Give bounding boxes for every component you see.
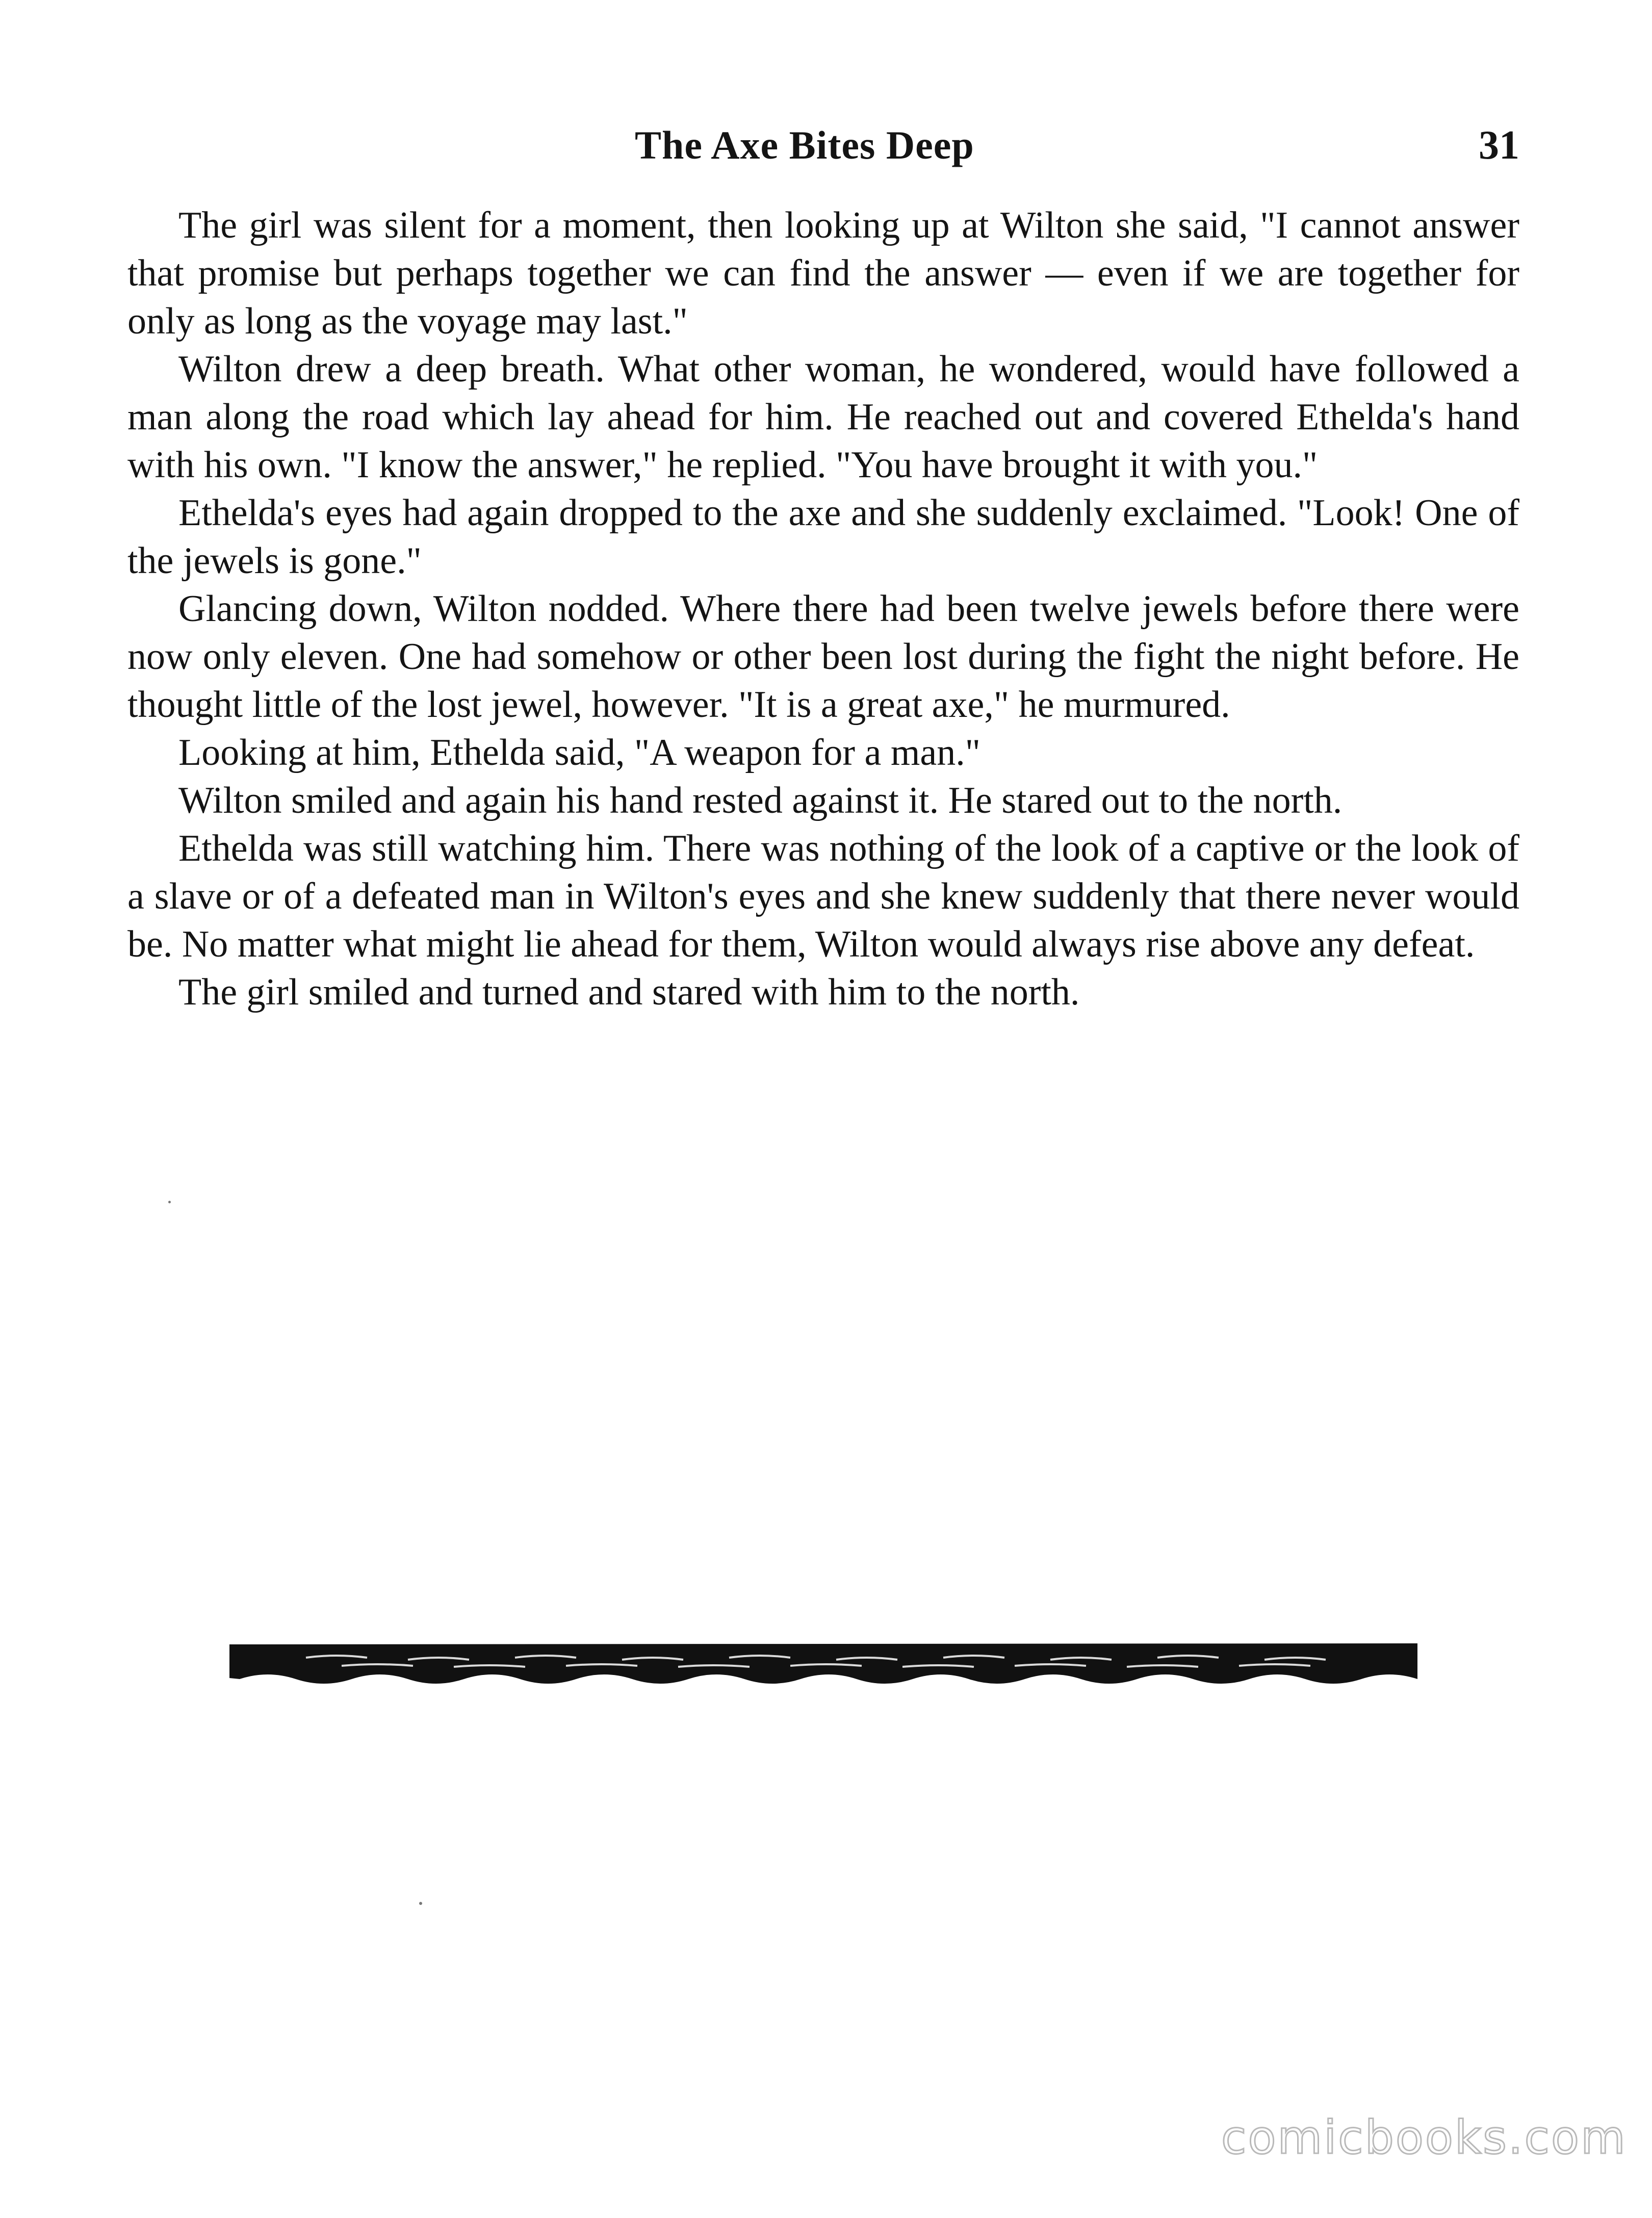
page-number: 31 xyxy=(1479,123,1519,168)
paragraph: Glancing down, Wilton nodded. Where there had been twelve jewels before there were now only eleven. One had somehow or other been lost during the fight the night before. He thought little of the lost jewel, however. "It is a great axe," he murmured. xyxy=(127,588,1519,726)
watermark-text: comicbooks.com xyxy=(1221,2111,1627,2164)
body-text xyxy=(127,201,1519,1016)
paragraph: Looking at him, Ethelda said, "A weapon for a man." xyxy=(178,732,980,773)
running-head xyxy=(0,122,1652,184)
print-speck xyxy=(419,1902,422,1905)
paragraph: Ethelda's eyes had again dropped to the axe and she suddenly exclaimed. "Look! One of the jewels is gone." xyxy=(127,492,1519,582)
paragraph: The girl was silent for a moment, then looking up at Wilton she said, "I cannot answer that promise but perhaps together we can find the answer — even if we are together for only as long as the voyage may last." xyxy=(127,204,1519,342)
page-title: The Axe Bites Deep xyxy=(635,123,974,167)
paragraph: Wilton drew a deep breath. What other woman, he wondered, would have followed a man along the road which lay ahead for him. He reached out and covered Ethelda's hand with his own. "I know the answer," he replied. "You have brought it with you." xyxy=(127,348,1519,486)
ornamental-divider xyxy=(229,1634,1417,1690)
paragraph: Ethelda was still watching him. There was nothing of the look of a captive or the look of a slave or of a defeated man in Wilton's eyes and she knew suddenly that there never would be. No matter what might lie ahead for them, Wilton would always rise above any defeat. xyxy=(127,828,1519,965)
paragraph: The girl smiled and turned and stared with him to the north. xyxy=(178,971,1080,1013)
print-speck xyxy=(168,1201,171,1203)
paragraph: Wilton smiled and again his hand rested against it. He stared out to the north. xyxy=(178,780,1343,821)
